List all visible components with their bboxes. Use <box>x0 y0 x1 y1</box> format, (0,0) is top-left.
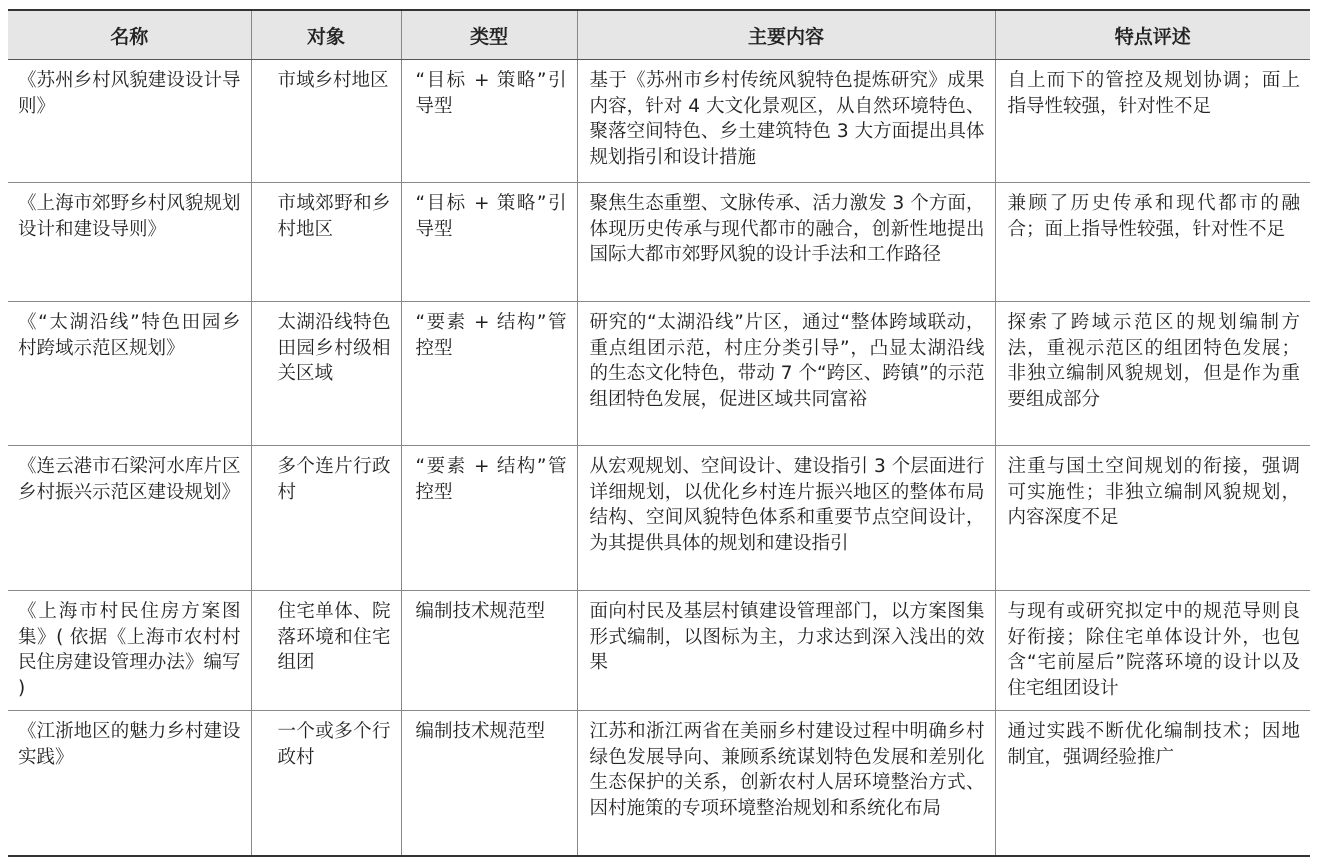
cell-target: 住宅单体、院落环境和住宅组团 <box>251 591 401 711</box>
header-type: 类型 <box>401 10 577 60</box>
cell-name: 《上海市郊野乡村风貌规划设计和建设导则》 <box>8 183 251 302</box>
cell-comment: 注重与国土空间规划的衔接，强调可实施性；非独立编制风貌规划，内容深度不足 <box>995 446 1310 591</box>
cell-type: 编制技术规范型 <box>401 591 577 711</box>
cell-content: 研究的“太湖沿线”片区，通过“整体跨域联动，重点组团示范，村庄分类引导”，凸显太湖沿线的生态文化特色，带动 7 个“跨区、跨镇”的示范组团特色发展，促进区域共同富裕 <box>577 302 995 446</box>
table-row <box>8 302 1310 446</box>
planning-comparison-table-wrapper <box>8 9 1310 857</box>
table-header <box>8 10 1310 60</box>
header-comment: 特点评述 <box>995 10 1310 60</box>
cell-name: 《连云港市石梁河水库片区乡村振兴示范区建设规划》 <box>8 446 251 591</box>
cell-type: “目标 + 策略”引导型 <box>401 60 577 183</box>
cell-content: 基于《苏州市乡村传统风貌特色提炼研究》成果内容，针对 4 大文化景观区，从自然环境特色、聚落空间特色、乡土建筑特色 3 大方面提出具体规划指引和设计措施 <box>577 60 995 183</box>
cell-comment: 通过实践不断优化编制技术；因地制宜，强调经验推广 <box>995 711 1310 857</box>
cell-name: 《江浙地区的魅力乡村建设实践》 <box>8 711 251 857</box>
cell-type: “目标 + 策略”引导型 <box>401 183 577 302</box>
table-row <box>8 183 1310 302</box>
header-target: 对象 <box>251 10 401 60</box>
header-row <box>8 10 1310 60</box>
table-row <box>8 60 1310 183</box>
cell-name: 《“太湖沿线”特色田园乡村跨域示范区规划》 <box>8 302 251 446</box>
cell-comment: 探索了跨域示范区的规划编制方法，重视示范区的组团特色发展；非独立编制风貌规划，但是作为重要组成部分 <box>995 302 1310 446</box>
cell-comment: 兼顾了历史传承和现代都市的融合；面上指导性较强，针对性不足 <box>995 183 1310 302</box>
cell-type: “要素 + 结构”管控型 <box>401 446 577 591</box>
cell-comment: 与现有或研究拟定中的规范导则良好衔接；除住宅单体设计外，也包含“宅前屋后”院落环境的设计以及住宅组团设计 <box>995 591 1310 711</box>
cell-target: 市域乡村地区 <box>251 60 401 183</box>
table-row <box>8 711 1310 857</box>
table-row <box>8 591 1310 711</box>
cell-type: 编制技术规范型 <box>401 711 577 857</box>
table-row <box>8 446 1310 591</box>
cell-target: 太湖沿线特色田园乡村级相关区域 <box>251 302 401 446</box>
table-body <box>8 60 1310 857</box>
cell-name: 《苏州乡村风貌建设设计导则》 <box>8 60 251 183</box>
cell-type: “要素 + 结构”管控型 <box>401 302 577 446</box>
cell-content: 江苏和浙江两省在美丽乡村建设过程中明确乡村绿色发展导向、兼顾系统谋划特色发展和差别化生态保护的关系，创新农村人居环境整治方式、因村施策的专项环境整治规划和系统化布局 <box>577 711 995 857</box>
cell-content: 面向村民及基层村镇建设管理部门，以方案图集形式编制，以图标为主，力求达到深入浅出的效果 <box>577 591 995 711</box>
cell-target: 多个连片行政村 <box>251 446 401 591</box>
header-content: 主要内容 <box>577 10 995 60</box>
cell-name: 《上海市村民住房方案图集》( 依据《上海市农村村民住房建设管理办法》编写 ) <box>8 591 251 711</box>
cell-target: 一个或多个行政村 <box>251 711 401 857</box>
header-name: 名称 <box>8 10 251 60</box>
cell-content: 从宏观规划、空间设计、建设指引 3 个层面进行详细规划，以优化乡村连片振兴地区的整体布局结构、空间风貌特色体系和重要节点空间设计，为其提供具体的规划和建设指引 <box>577 446 995 591</box>
planning-comparison-table <box>8 9 1310 857</box>
cell-target: 市域郊野和乡村地区 <box>251 183 401 302</box>
cell-content: 聚焦生态重塑、文脉传承、活力激发 3 个方面，体现历史传承与现代都市的融合，创新性地提出国际大都市郊野风貌的设计手法和工作路径 <box>577 183 995 302</box>
cell-comment: 自上而下的管控及规划协调；面上指导性较强，针对性不足 <box>995 60 1310 183</box>
